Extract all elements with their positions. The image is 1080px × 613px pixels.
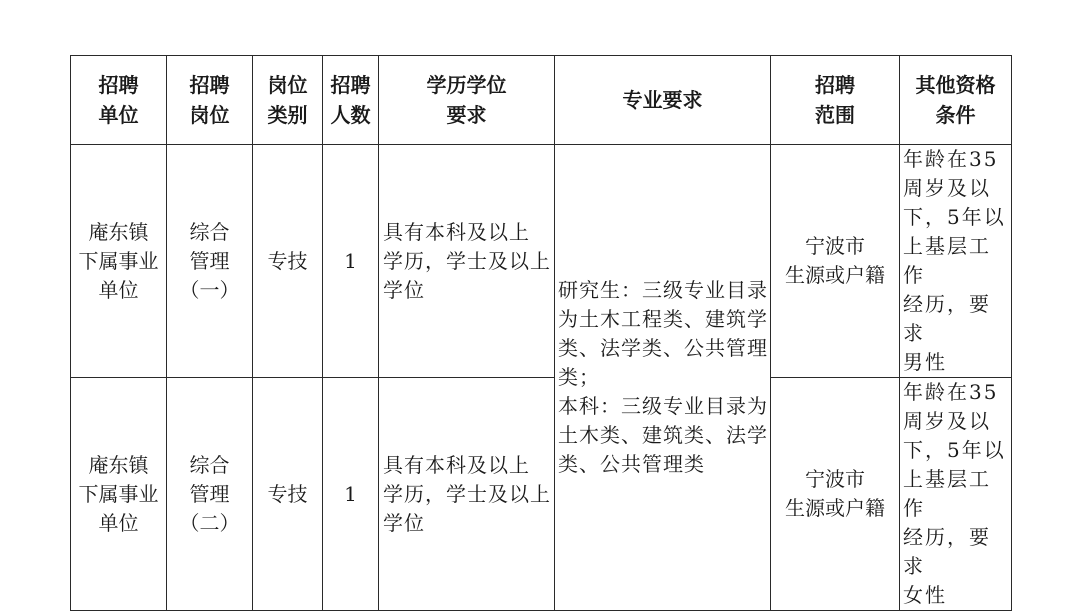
header-row — [71, 56, 1012, 145]
scope-cell: 宁波市 生源或户籍 — [771, 145, 900, 378]
education-cell: 具有本科及以上 学历，学士及以上 学位 — [379, 145, 555, 378]
header-major: 专业要求 — [555, 56, 771, 145]
header-count: 招聘 人数 — [323, 56, 379, 145]
other-cell: 年龄在35 周岁及以 下，5年以 上基层工作 经历，要求 男性 — [900, 145, 1012, 378]
scope-cell: 宁波市 生源或户籍 — [771, 378, 900, 611]
count-cell: 1 — [323, 378, 379, 611]
other-cell: 年龄在35 周岁及以 下，5年以 上基层工作 经历，要求 女性 — [900, 378, 1012, 611]
category-cell: 专技 — [253, 378, 323, 611]
unit-cell: 庵东镇 下属事业 单位 — [71, 145, 167, 378]
header-education: 学历学位 要求 — [379, 56, 555, 145]
count-cell: 1 — [323, 145, 379, 378]
post-cell: 综合 管理 （一） — [167, 145, 253, 378]
header-scope: 招聘 范围 — [771, 56, 900, 145]
header-unit: 招聘 单位 — [71, 56, 167, 145]
header-category: 岗位 类别 — [253, 56, 323, 145]
unit-cell: 庵东镇 下属事业 单位 — [71, 378, 167, 611]
recruitment-table — [70, 55, 1012, 611]
header-post: 招聘 岗位 — [167, 56, 253, 145]
post-cell: 综合 管理 （二） — [167, 378, 253, 611]
education-cell: 具有本科及以上 学历，学士及以上 学位 — [379, 378, 555, 611]
header-other: 其他资格 条件 — [900, 56, 1012, 145]
major-cell: 研究生：三级专业目录 为土木工程类、建筑学 类、法学类、公共管理 类； 本科：三级专业目录为 土木类、建筑类、法学 类、公共管理类 — [555, 145, 771, 611]
table-row — [71, 145, 1012, 378]
category-cell: 专技 — [253, 145, 323, 378]
table-row — [71, 378, 1012, 611]
